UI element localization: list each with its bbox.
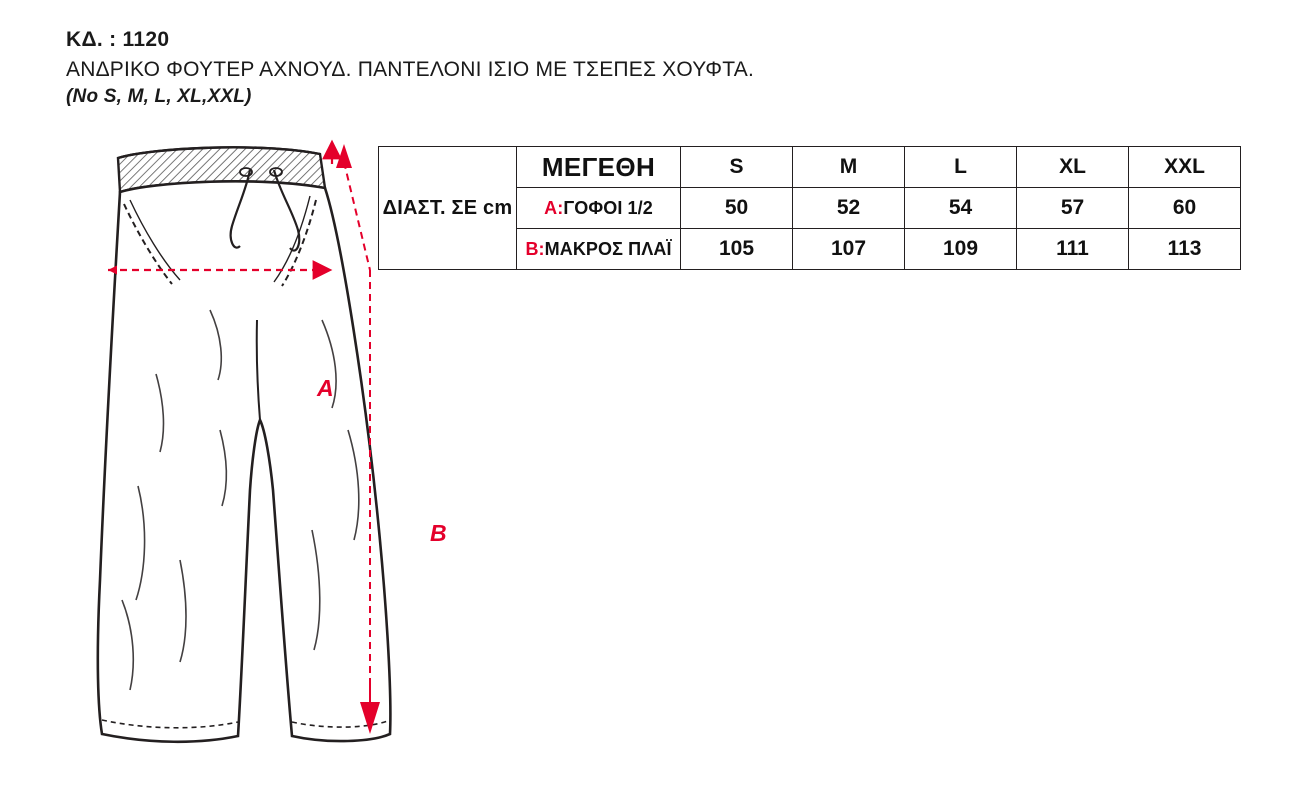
measurement-name-a: ΓΟΦΟΙ 1/2 [563, 197, 653, 218]
size-column-l: L [905, 147, 1017, 188]
value-a-m: 52 [793, 188, 905, 229]
measurement-letter-a: A: [544, 197, 564, 218]
value-b-xxl: 113 [1129, 229, 1241, 270]
measurement-label-a [517, 188, 681, 229]
product-code: ΚΔ. : 1120 [66, 28, 170, 51]
size-column-xxl: XXL [1129, 147, 1241, 188]
value-a-l: 54 [905, 188, 1017, 229]
value-a-xl: 57 [1017, 188, 1129, 229]
sizes-header-cell: ΜΕΓΕΘΗ [517, 147, 681, 188]
value-b-xl: 111 [1017, 229, 1129, 270]
value-b-m: 107 [793, 229, 905, 270]
table-row-header [379, 147, 1241, 188]
size-table-wrapper [378, 146, 1240, 270]
value-a-xxl: 60 [1129, 188, 1241, 229]
size-column-s: S [681, 147, 793, 188]
measure-b-label: B [430, 520, 447, 546]
dimension-unit-label: ΔΙΑΣΤ. ΣΕ cm [379, 147, 517, 270]
measure-a-label: A [317, 375, 334, 401]
size-table [378, 146, 1241, 270]
value-a-s: 50 [681, 188, 793, 229]
value-b-l: 109 [905, 229, 1017, 270]
measurement-letter-b: B: [525, 238, 545, 259]
header-block [66, 28, 826, 108]
measurement-name-b: ΜΑΚΡΟΣ ΠΛΑΪ [544, 238, 672, 259]
available-sizes-note: (No S, M, L, XL,XXL) [66, 86, 252, 107]
size-column-m: M [793, 147, 905, 188]
value-b-s: 105 [681, 229, 793, 270]
pants-outline [98, 147, 391, 741]
measurement-label-b [517, 229, 681, 270]
size-column-xl: XL [1017, 147, 1129, 188]
product-description: ΑΝΔΡΙΚΟ ΦΟΥΤΕΡ ΑΧΝΟΥΔ. ΠΑΝΤΕΛΟΝΙ ΙΣΙΟ ΜΕ ΤΣΕΠΕΣ ΧΟΥΦΤΑ. [66, 58, 754, 81]
